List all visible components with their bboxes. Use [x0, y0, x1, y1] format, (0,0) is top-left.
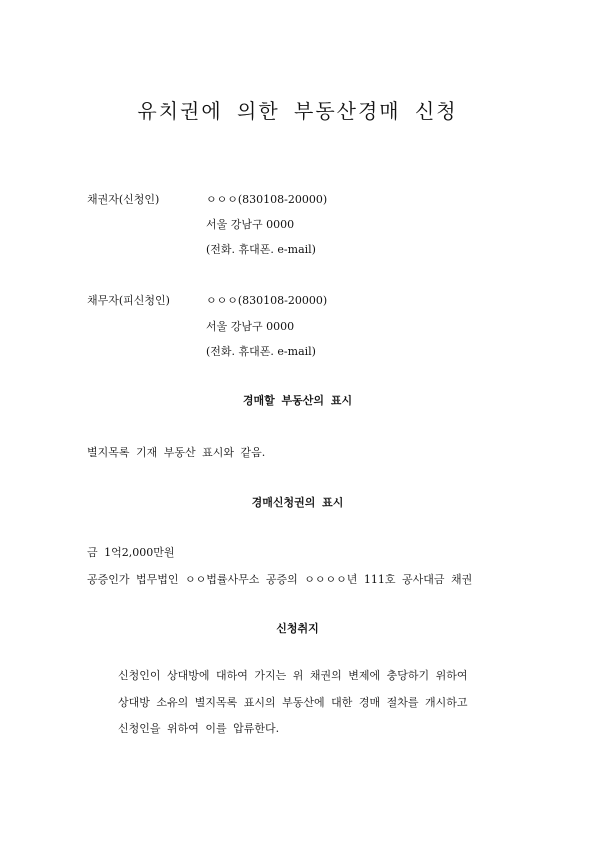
debtor-contact: (전화. 휴대폰. e-mail) [206, 345, 316, 358]
purpose-section-heading: 신청취지 [276, 622, 319, 635]
purpose-line-1: 신청인이 상대방에 대하여 가지는 위 채권의 변제에 충당하기 위하여 [118, 669, 468, 682]
document-title: 유치권에 의한 부동산경매 신청 [137, 99, 458, 123]
debtor-name-id: ㅇㅇㅇ(830108-20000) [206, 294, 328, 307]
claim-description: 공증인가 법무법인 ㅇㅇ법률사무소 공증의 ㅇㅇㅇㅇ년 111호 공사대금 채권 [87, 573, 473, 586]
creditor-address: 서울 강남구 0000 [206, 218, 295, 231]
creditor-label: 채권자(신청인) [87, 193, 160, 206]
claim-amount: 금 1억2,000만원 [87, 546, 175, 559]
creditor-name-id: ㅇㅇㅇ(830108-20000) [206, 193, 328, 206]
purpose-line-3: 신청인을 위하여 이를 압류한다. [118, 722, 280, 735]
debtor-label: 채무자(피신청인) [87, 294, 170, 307]
property-section-heading: 경매할 부동산의 표시 [242, 394, 353, 407]
purpose-line-2: 상대방 소유의 별지목록 표시의 부동산에 대한 경매 절차를 개시하고 [118, 696, 468, 709]
claim-section-heading: 경매신청권의 표시 [251, 496, 344, 509]
debtor-address: 서울 강남구 0000 [206, 320, 295, 333]
creditor-contact: (전화. 휴대폰. e-mail) [206, 243, 316, 256]
property-description: 별지목록 기재 부동산 표시와 같음. [87, 446, 266, 459]
